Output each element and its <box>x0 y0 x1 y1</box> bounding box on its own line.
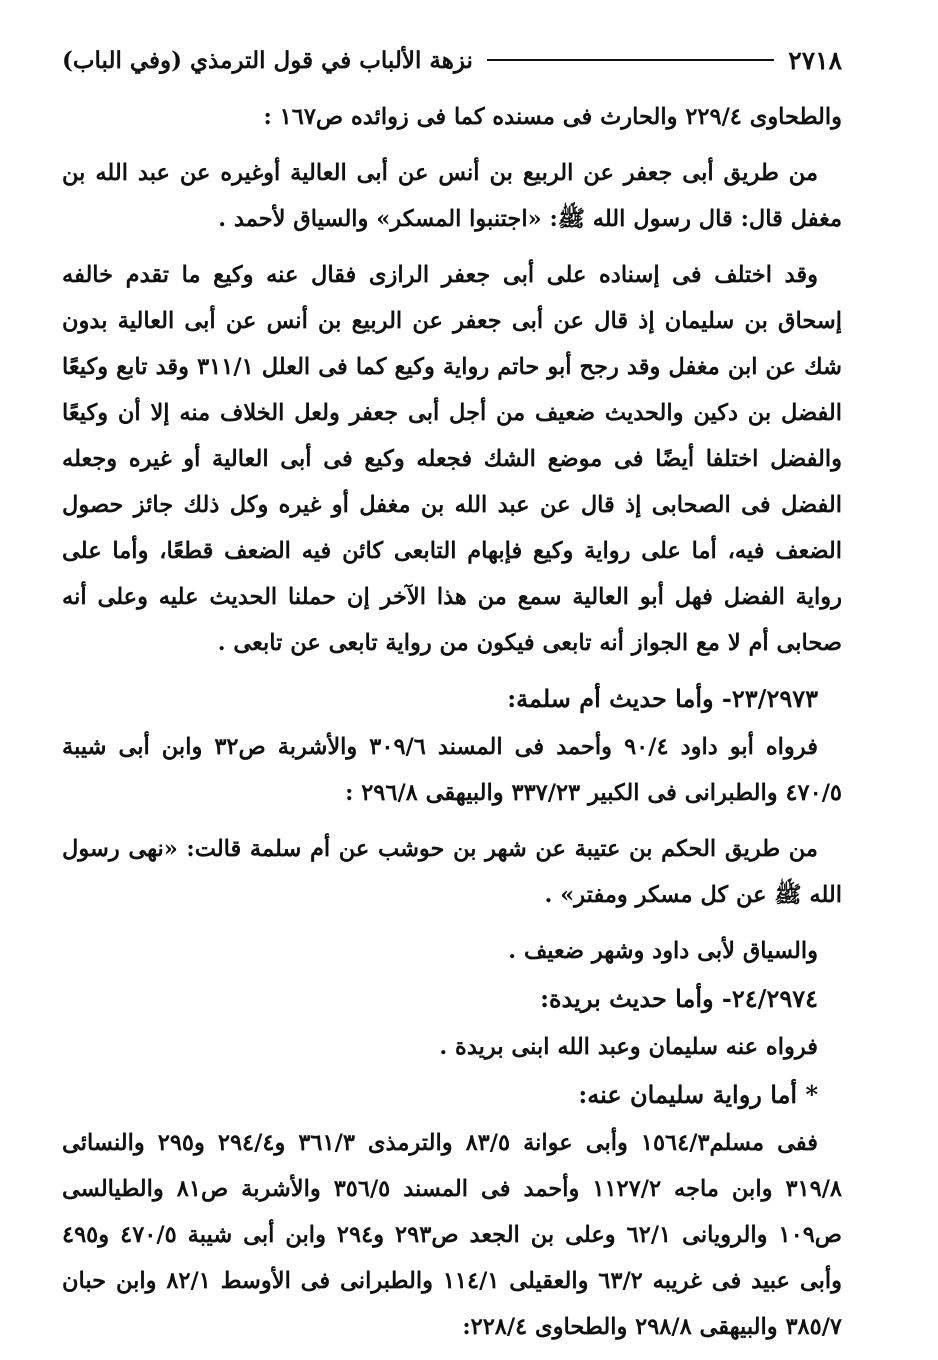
document-page <box>62 40 842 1360</box>
paragraph-7: فرواه عنه سليمان وعبد الله ابنى بريدة . <box>439 1034 818 1060</box>
header-rule <box>487 59 774 61</box>
paragraph-5: من طريق الحكم بن عتيبة عن شهر بن حوشب عن أم سلمة قالت: «نهى رسول الله ﷺ عن كل مسكر ومفتر» . <box>62 836 842 908</box>
section-heading-buraida: ٢٤/٢٩٧٤- وأما حديث بريدة: <box>540 984 818 1013</box>
running-title: نزهة الألباب في قول الترمذي (وفي الباب) <box>62 46 473 74</box>
page-body <box>62 94 842 1350</box>
paragraph-3: وقد اختلف فى إسناده على أبى جعفر الرازى فقال عنه وكيع ما تقدم خالفه إسحاق بن سليمان إذ قال عن أبى جعفر عن الربيع بن أنس عن أبى العالية بدون شك عن ابن مغفل وقد رجح أبو حاتم رواية وكيع كما فى العلل ٣١١/١ وقد تابع وكيعًا الفضل بن دكين والحديث ضعيف من أجل أبى جعفر ولعل الخلاف منه إلا أن وكيعًا والفضل اختلفا أيضًا فى موضع الشك فجعله وكيع فى أبى العالية أو غيره وجعله الفضل فى الصحابى إذ قال عن عبد الله بن مغفل أو غيره وكل ذلك جائز حصول الضعف فيه، أما على رواية وكيع فإبهام التابعى كائن فيه الضعف قطعًا، وأما على رواية الفضل فهل أبو العالية سمع من هذا الآخر إن حملنا الحديث عليه وعلى أنه صحابى أم لا مع الجواز أنه تابعى فيكون من رواية تابعى عن تابعى . <box>62 262 842 656</box>
section-heading-umm-salama: ٢٣/٢٩٧٣- وأما حديث أم سلمة: <box>507 684 818 713</box>
paragraph-8: ففى مسلم١٥٦٤/٣ وأبى عوانة ٨٣/٥ والترمذى ٣٦١/٣ و٢٩٤/٤ و٢٩٥ والنسائى ٣١٩/٨ وابن ماجه ١١٢٧/٢ وأحمد فى المسند ٣٥٦/٥ والأشربة ص٨١ والطيالسى ص١٠٩ والرويانى ٦٢/١ وعلى بن الجعد ص٢٩٣ و٢٩٤ وابن أبى شيبة ٤٧٠/٥ و٤٩٥ وأبى عبيد فى غريبه ٦٣/٢ والعقيلى ١١٤/١ والطبرانى فى الأوسط ٨٢/١ وابن حبان ٣٨٥/٧ والبيهقى ٢٩٨/٨ والطحاوى ٢٢٨/٤: <box>62 1130 842 1340</box>
page-number: ٢٧١٨ <box>788 45 842 75</box>
paragraph-2: من طريق أبى جعفر عن الربيع بن أنس عن أبى العالية أوغيره عن عبد الله بن مغفل قال: قال رسول الله ﷺ: «اجتنبوا المسكر» والسياق لأحمد . <box>62 160 842 232</box>
paragraph-4: فرواه أبو داود ٩٠/٤ وأحمد فى المسند ٣٠٩/٦ والأشربة ص٣٢ وابن أبى شيبة ٤٧٠/٥ والطبرانى فى الكبير ٣٣٧/٢٣ والبيهقى ٢٩٦/٨ : <box>62 734 842 806</box>
page-header <box>62 40 842 80</box>
paragraph-6: والسياق لأبى داود وشهر ضعيف . <box>508 938 818 964</box>
subheading-sulayman: * أما رواية سليمان عنه: <box>578 1080 818 1109</box>
paragraph-1: والطحاوى ٢٢٩/٤ والحارث فى مسنده كما فى زوائده ص١٦٧ : <box>263 104 842 130</box>
